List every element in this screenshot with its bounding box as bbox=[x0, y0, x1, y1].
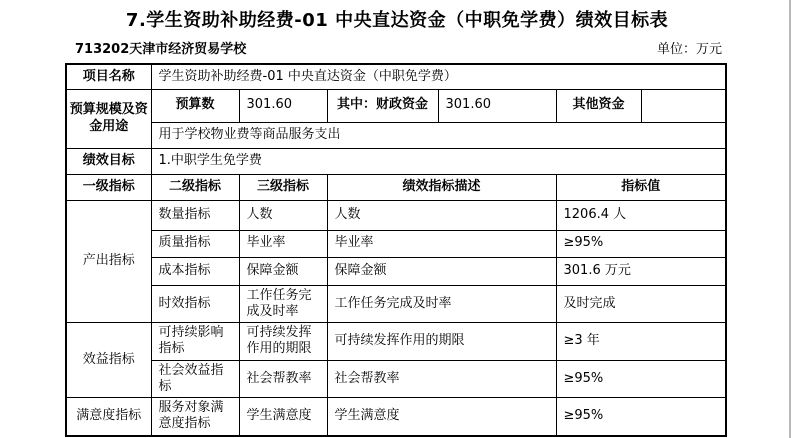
level3-cell: 工作任务完成及时率 bbox=[239, 285, 327, 323]
perf-goal-value-cell: 1.中职学生免学费 bbox=[151, 148, 726, 174]
desc-cell: 保障金额 bbox=[327, 257, 556, 285]
indicator-row bbox=[66, 285, 726, 323]
header-value-cell: 指标值 bbox=[556, 174, 726, 200]
header-level1-cell: 一级指标 bbox=[66, 174, 151, 200]
project-name-row bbox=[66, 64, 726, 89]
level1-cell-satisfaction: 满意度指标 bbox=[66, 398, 151, 436]
desc-cell: 可持续发挥作用的期限 bbox=[327, 323, 556, 361]
budget-section-label-cell: 预算规模及资金用途 bbox=[66, 89, 151, 148]
value-cell: ≥3 年 bbox=[556, 323, 726, 361]
level2-cell: 质量指标 bbox=[151, 230, 239, 257]
other-funds-label-cell: 其他资金 bbox=[556, 89, 641, 122]
value-cell: 及时完成 bbox=[556, 285, 726, 323]
desc-cell: 学生满意度 bbox=[327, 398, 556, 436]
value-cell: ≥95% bbox=[556, 398, 726, 436]
header-desc-cell: 绩效指标描述 bbox=[327, 174, 556, 200]
level3-cell: 可持续发挥作用的期限 bbox=[239, 323, 327, 361]
value-cell: ≥95% bbox=[556, 230, 726, 257]
header-level2-cell: 二级指标 bbox=[151, 174, 239, 200]
page-edge-divider bbox=[789, 0, 791, 438]
level1-cell-benefit: 效益指标 bbox=[66, 323, 151, 398]
project-name-label-cell: 项目名称 bbox=[66, 64, 151, 89]
indicator-row bbox=[66, 200, 726, 230]
value-cell: 301.6 万元 bbox=[556, 257, 726, 285]
desc-cell: 社会帮教率 bbox=[327, 360, 556, 398]
budget-number-value-cell: 301.60 bbox=[239, 89, 327, 122]
indicator-row bbox=[66, 398, 726, 436]
header-level3-cell: 三级指标 bbox=[239, 174, 327, 200]
level2-cell: 成本指标 bbox=[151, 257, 239, 285]
level3-cell: 人数 bbox=[239, 200, 327, 230]
fund-usage-value-cell: 用于学校物业费等商品服务支出 bbox=[151, 122, 726, 148]
level3-cell: 保障金额 bbox=[239, 257, 327, 285]
level2-cell: 可持续影响指标 bbox=[151, 323, 239, 361]
level2-cell: 服务对象满意度指标 bbox=[151, 398, 239, 436]
page-title: 7.学生资助补助经费-01 中央直达资金（中职免学费）绩效目标表 bbox=[125, 10, 669, 31]
indicator-row bbox=[66, 257, 726, 285]
fiscal-funds-label-cell: 其中：财政资金 bbox=[327, 89, 438, 122]
level2-cell: 社会效益指标 bbox=[151, 360, 239, 398]
project-name-value-cell: 学生资助补助经费-01 中央直达资金（中职免学费） bbox=[151, 64, 726, 89]
value-cell: 1206.4 人 bbox=[556, 200, 726, 230]
unit-label: 单位：万元 bbox=[656, 42, 722, 57]
budget-number-label-cell: 预算数 bbox=[151, 89, 239, 122]
fiscal-funds-value-cell: 301.60 bbox=[438, 89, 556, 122]
level3-cell: 毕业率 bbox=[239, 230, 327, 257]
indicator-row bbox=[66, 230, 726, 257]
level3-cell: 学生满意度 bbox=[239, 398, 327, 436]
indicator-header-row bbox=[66, 174, 726, 200]
perf-goal-row bbox=[66, 148, 726, 174]
desc-cell: 人数 bbox=[327, 200, 556, 230]
desc-cell: 工作任务完成及时率 bbox=[327, 285, 556, 323]
performance-target-table bbox=[65, 63, 727, 437]
level2-cell: 时效指标 bbox=[151, 285, 239, 323]
indicator-row bbox=[66, 323, 726, 361]
fund-usage-row bbox=[66, 122, 726, 148]
level2-cell: 数量指标 bbox=[151, 200, 239, 230]
indicator-row bbox=[66, 360, 726, 398]
other-funds-value-cell bbox=[641, 89, 726, 122]
desc-cell: 毕业率 bbox=[327, 230, 556, 257]
perf-goal-label-cell: 绩效目标 bbox=[66, 148, 151, 174]
level1-cell-output: 产出指标 bbox=[66, 200, 151, 323]
budget-row bbox=[66, 89, 726, 122]
value-cell: ≥95% bbox=[556, 360, 726, 398]
school-code-name: 713202天津市经济贸易学校 bbox=[75, 42, 247, 57]
level3-cell: 社会帮教率 bbox=[239, 360, 327, 398]
